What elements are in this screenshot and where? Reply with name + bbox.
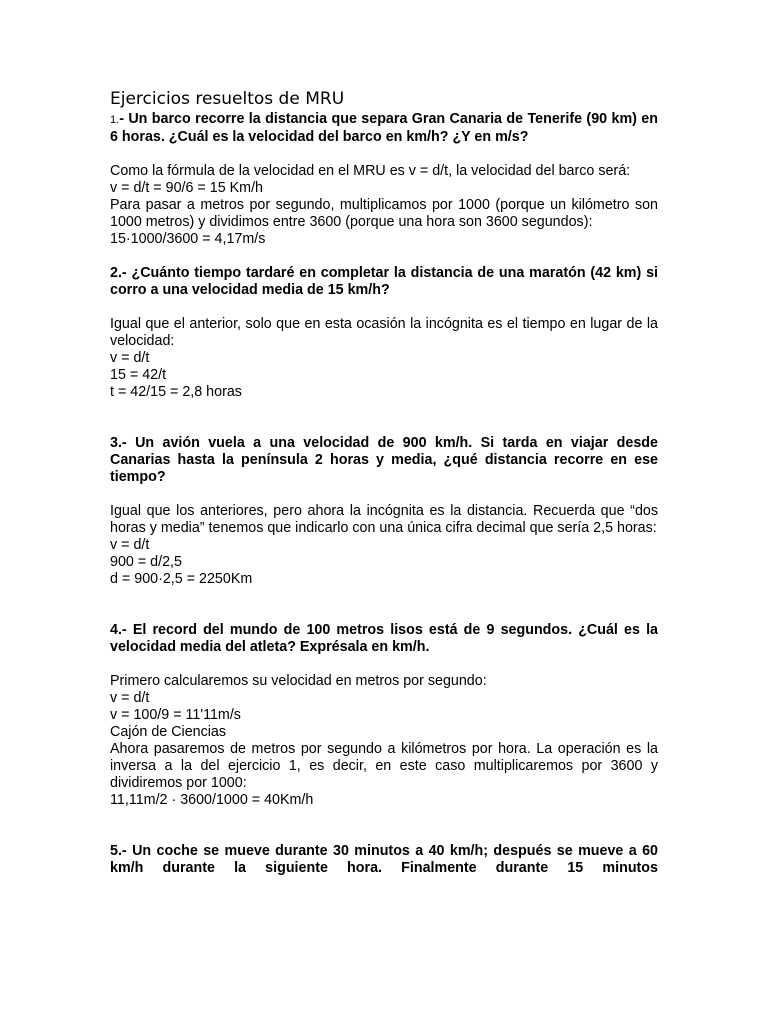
exercise-1-question bbox=[110, 111, 658, 146]
exercise-4-question: 4.- El record del mundo de 100 metros lisos está de 9 segundos. ¿Cuál es la velocidad media del atleta? Exprésala en km/h. bbox=[110, 622, 658, 655]
answer-line: Primero calcularemos su velocidad en metros por segundo: bbox=[110, 673, 487, 689]
spacer bbox=[110, 588, 658, 622]
answer-line: Como la fórmula de la velocidad en el MRU es v = d/t, la velocidad del barco será: bbox=[110, 163, 631, 179]
exercise-2 bbox=[110, 265, 658, 401]
answer-line: v = 100/9 = 11'11m/s bbox=[110, 707, 241, 723]
exercise-2-answer bbox=[110, 316, 658, 401]
exercise-1-answer bbox=[110, 163, 658, 248]
spacer bbox=[110, 809, 658, 843]
answer-line: v = d/t bbox=[110, 537, 150, 553]
answer-line: 15 = 42/t bbox=[110, 367, 167, 383]
document-title: Ejercicios resueltos de MRU bbox=[110, 89, 345, 109]
answer-line: 11,11m/2 · 3600/1000 = 40Km/h bbox=[110, 792, 314, 808]
answer-line: v = d/t bbox=[110, 690, 150, 706]
exercise-4-answer bbox=[110, 673, 658, 809]
spacer bbox=[110, 248, 658, 265]
answer-line: d = 900·2,5 = 2250Km bbox=[110, 571, 253, 587]
document-page bbox=[110, 88, 658, 877]
exercise-2-question: 2.- ¿Cuánto tiempo tardaré en completar la distancia de una maratón (42 km) si corro a una velocidad media de 15 km/h? bbox=[110, 265, 658, 298]
exercise-1-question-text: - Un barco recorre la distancia que separa Gran Canaria de Tenerife (90 km) en 6 horas. ¿Cuál es la velocidad del barco en km/h? ¿Y en m/s? bbox=[110, 111, 658, 145]
exercise-5-question: 5.- Un coche se mueve durante 30 minutos a 40 km/h; después se mueve a 60 km/h durante la siguiente hora. Finalmente durante 15 minutos bbox=[110, 843, 658, 876]
exercise-5 bbox=[110, 843, 658, 877]
answer-line: Para pasar a metros por segundo, multiplicamos por 1000 (porque un kilómetro son 1000 metros) y dividimos entre 3600 (porque una hora son 3600 segundos): bbox=[110, 197, 658, 230]
exercise-1-number: 1. bbox=[110, 114, 120, 126]
answer-line: Igual que el anterior, solo que en esta ocasión la incógnita es el tiempo en lugar de la velocidad: bbox=[110, 316, 658, 349]
answer-line: Igual que los anteriores, pero ahora la incógnita es la distancia. Recuerda que “dos horas y media” tenemos que indicarlo con una única cifra decimal que sería 2,5 horas: bbox=[110, 503, 658, 536]
answer-line: v = d/t = 90/6 = 15 Km/h bbox=[110, 180, 263, 196]
exercise-3-question: 3.- Un avión vuela a una velocidad de 900 km/h. Si tarda en viajar desde Canarias hasta la península 2 horas y media, ¿qué distancia recorre en ese tiempo? bbox=[110, 435, 658, 485]
answer-line: t = 42/15 = 2,8 horas bbox=[110, 384, 242, 400]
answer-line: 900 = d/2,5 bbox=[110, 554, 182, 570]
answer-line: v = d/t bbox=[110, 350, 150, 366]
answer-line: Ahora pasaremos de metros por segundo a kilómetros por hora. La operación es la inversa a la del ejercicio 1, es decir, en este caso multiplicaremos por 3600 y dividiremos por 1000: bbox=[110, 741, 658, 791]
exercise-3-answer bbox=[110, 503, 658, 588]
answer-line: 15·1000/3600 = 4,17m/s bbox=[110, 231, 266, 247]
exercise-1 bbox=[110, 111, 658, 248]
answer-line: Cajón de Ciencias bbox=[110, 724, 227, 740]
exercise-4 bbox=[110, 622, 658, 809]
exercise-3 bbox=[110, 435, 658, 588]
spacer bbox=[110, 401, 658, 435]
